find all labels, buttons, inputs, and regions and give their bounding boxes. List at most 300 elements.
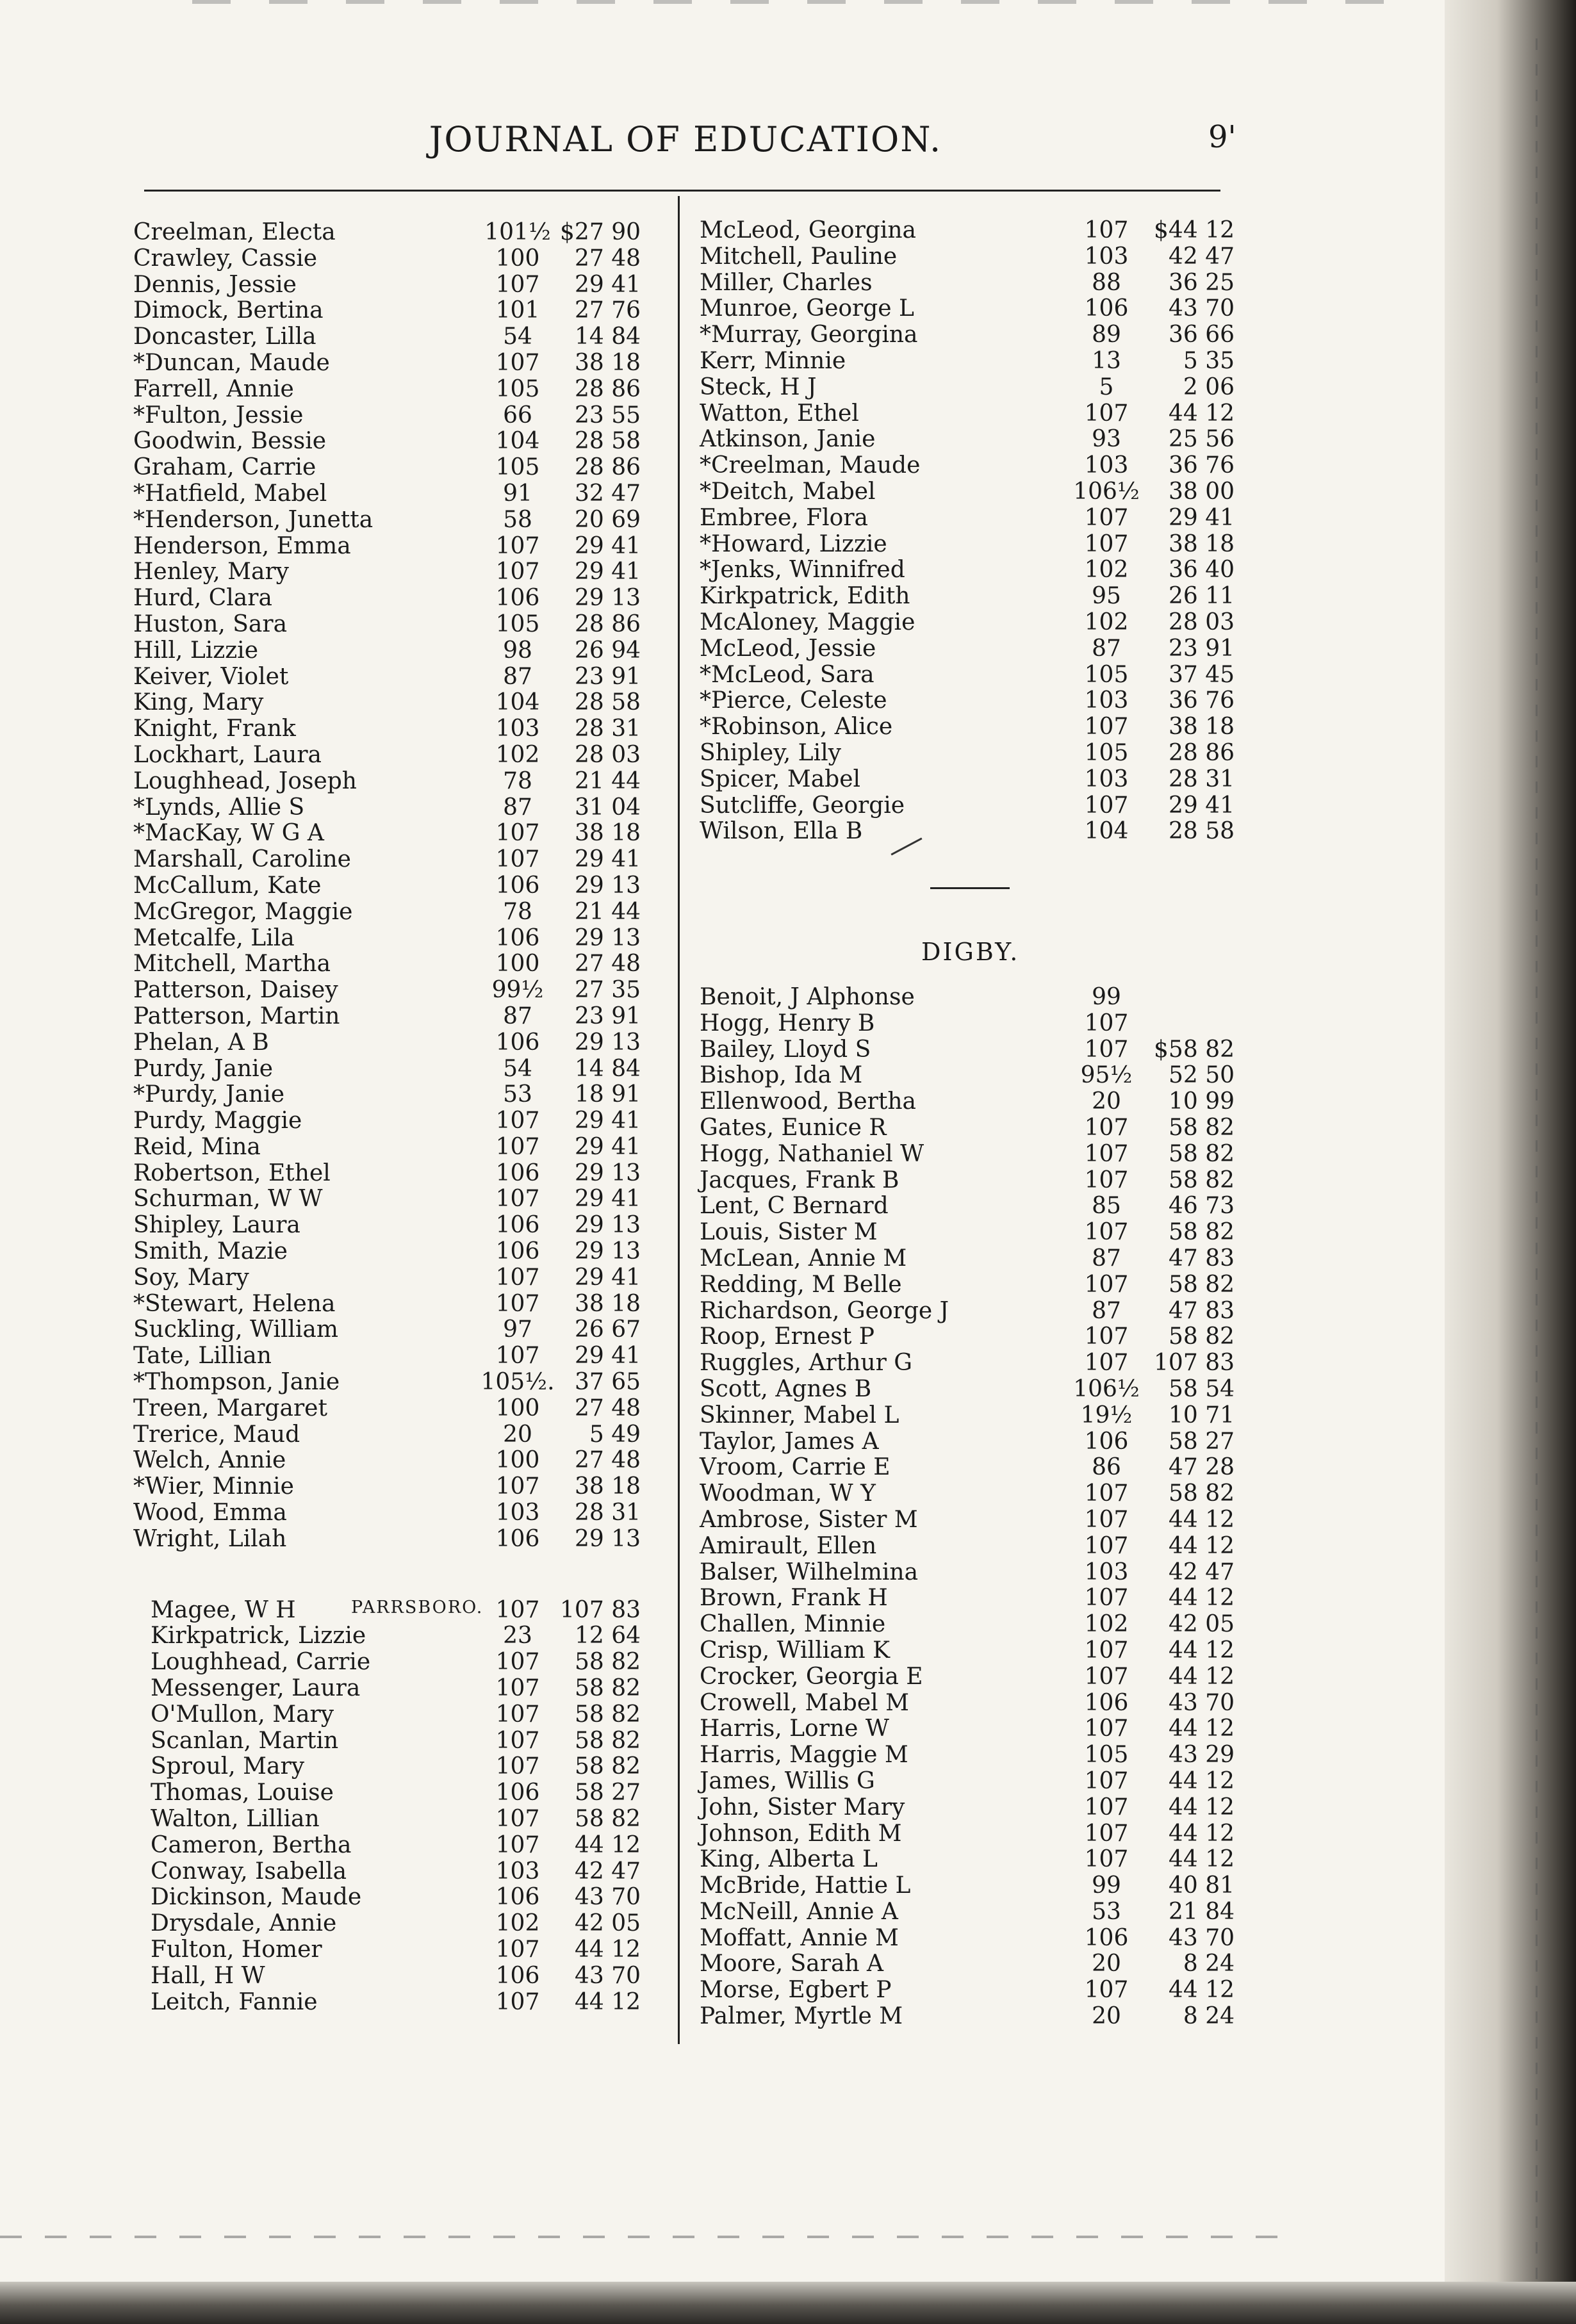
row-name: Walton, Lillian [151,1806,320,1833]
row-attendance: 107 [495,1473,540,1500]
table-row [131,873,669,899]
row-name: Richardson, George J [700,1297,949,1324]
table-row [131,455,669,481]
row-amount: 58 82 [1168,1114,1235,1141]
row-name: Crisp, William K [700,1637,891,1664]
table-row [700,1690,1251,1717]
row-name: McLean, Annie M [700,1245,907,1272]
page-edge-shadow [1445,0,1576,2324]
row-name: Moore, Sarah A [700,1951,884,1977]
table-row [700,1193,1251,1220]
table-row [131,1004,669,1030]
row-name: Scott, Agnes B [700,1375,872,1402]
row-amount: 47 28 [1168,1454,1235,1481]
row-amount: 37 65 [574,1369,641,1396]
row-name: *Hatfield, Mabel [133,480,327,507]
table-row [131,534,669,560]
row-amount: 58 27 [1168,1428,1235,1455]
row-attendance: 105 [1084,739,1129,766]
row-name: Shipley, Lily [700,739,841,766]
table-row [700,1142,1251,1168]
row-attendance: 54 [503,1055,532,1082]
row-attendance: 103 [495,716,540,742]
row-amount: 58 82 [1168,1219,1235,1246]
row-name: Sutcliffe, Georgie [700,792,905,819]
header-rule [144,190,1220,192]
row-amount: 14 84 [574,323,641,350]
table-row [700,1742,1251,1769]
row-attendance: 107 [1084,217,1129,243]
row-amount: 47 83 [1168,1297,1235,1324]
table-row [131,1728,669,1755]
table-row [700,244,1251,270]
row-attendance: 106 [1084,1428,1129,1455]
row-amount: 29 41 [574,271,641,298]
row-attendance: 104 [495,428,540,455]
table-row [131,795,669,821]
row-amount: 44 12 [574,1831,641,1858]
row-name: Crawley, Cassie [133,245,318,272]
table-row [700,584,1251,610]
table-row [700,1377,1251,1403]
table-row [131,847,669,873]
row-amount: 43 70 [1168,1689,1235,1716]
row-name: Skinner, Mabel L [700,1402,899,1428]
row-attendance: 106½ [1073,478,1140,505]
table-row [700,322,1251,348]
row-name: Ambrose, Sister M [700,1506,918,1533]
row-amount: 44 12 [1168,1977,1235,2004]
row-name: Wood, Emma [133,1500,287,1526]
row-attendance: 107 [1084,1219,1129,1246]
row-attendance: 95½ [1080,1062,1133,1089]
table-row [700,1560,1251,1586]
row-attendance: 107 [495,559,540,585]
row-name: Henderson, Emma [133,532,351,559]
row-name: Morse, Egbert P [700,1977,892,2004]
table-row [700,1272,1251,1298]
row-attendance: 107 [1084,1480,1129,1507]
parrsboro-list [131,1598,669,2016]
row-amount: 2 06 [1183,373,1235,400]
row-amount: 21 44 [574,898,641,925]
row-attendance: 107 [495,532,540,559]
row-attendance: 107 [1084,1271,1129,1298]
row-amount: 44 12 [1168,1637,1235,1664]
row-attendance: 106 [495,924,540,951]
row-name: Embree, Flora [700,504,869,531]
row-name: Spicer, Mabel [700,765,861,792]
row-attendance: 107 [1084,1532,1129,1559]
row-name: *Henderson, Junetta [133,506,373,533]
row-attendance: 98 [503,637,532,664]
table-row [700,1585,1251,1612]
table-row [131,481,669,507]
row-attendance: 101½ [484,219,551,245]
row-amount: 27 48 [574,1395,641,1421]
row-amount: 36 76 [1168,452,1235,479]
row-name: Smith, Mazie [133,1238,288,1265]
row-amount: 42 47 [1168,1559,1235,1585]
row-attendance: 99 [1092,984,1121,1010]
row-amount: 44 12 [1168,1846,1235,1873]
row-amount: 43 70 [1168,1924,1235,1951]
row-attendance: 103 [1084,687,1129,714]
table-row [700,1089,1251,1115]
row-name: Hurd, Clara [133,585,272,612]
row-amount: 44 12 [1168,1820,1235,1847]
row-amount: 44 12 [574,1936,641,1963]
row-attendance: 106 [495,872,540,899]
row-name: Dennis, Jessie [133,271,297,298]
row-attendance: 89 [1092,322,1121,348]
table-row [131,926,669,952]
row-name: Hogg, Henry B [700,1010,875,1036]
row-name: Gates, Eunice R [700,1114,887,1141]
row-attendance: 23 [503,1623,532,1649]
left-column-list [131,220,669,1553]
row-name: Purdy, Maggie [133,1108,302,1134]
row-amount: 28 58 [574,689,641,716]
row-name: Atkinson, Janie [700,426,876,453]
digby-list [700,985,1251,2030]
row-amount: 10 71 [1168,1402,1235,1428]
row-name: Dimock, Bertina [133,297,324,324]
table-row [131,585,669,612]
row-attendance: 78 [503,898,532,925]
row-name: Messenger, Laura [151,1675,361,1702]
row-amount: 5 35 [1183,347,1235,374]
row-amount: 29 41 [574,1186,641,1213]
row-name: *Robinson, Alice [700,714,893,741]
row-amount: 38 18 [1168,714,1235,741]
row-amount: 46 73 [1168,1193,1235,1220]
row-name: Schurman, W W [133,1186,323,1213]
row-attendance: 100 [495,245,540,272]
row-attendance: 107 [495,1596,540,1623]
row-name: Kerr, Minnie [700,347,846,374]
row-attendance: 105½. [480,1369,555,1396]
row-amount: 29 13 [574,1159,641,1186]
table-row [700,1455,1251,1481]
row-attendance: 85 [1092,1193,1121,1220]
row-name: Loughhead, Joseph [133,767,357,794]
row-name: McGregor, Maggie [133,898,353,925]
row-amount: 44 12 [1168,1506,1235,1533]
row-attendance: 103 [495,1858,540,1885]
row-attendance: 99 [1092,1872,1121,1899]
row-name: O'Mullon, Mary [151,1701,334,1728]
row-amount: 42 47 [1168,243,1235,270]
row-name: *Murray, Georgina [700,322,918,348]
row-name: Thomas, Louise [151,1780,334,1806]
row-name: Crocker, Georgia E [700,1663,923,1690]
section-rule [930,887,1010,889]
table-row [131,1885,669,1911]
row-amount: 44 12 [1168,1532,1235,1559]
row-amount: 23 91 [574,1002,641,1029]
row-attendance: 107 [1084,1715,1129,1742]
row-attendance: 107 [495,1264,540,1291]
row-name: *Howard, Lizzie [700,530,887,557]
row-attendance: 20 [1092,1088,1121,1115]
row-attendance: 107 [495,349,540,376]
row-name: Leitch, Fannie [151,1988,318,2015]
left-column [131,220,669,2015]
row-name: *Duncan, Maude [133,349,330,376]
table-row [131,1134,669,1161]
row-amount: 107 83 [1154,1350,1235,1377]
table-row [700,427,1251,453]
row-attendance: 103 [1084,452,1129,479]
table-row [700,1769,1251,1795]
table-row [700,375,1251,401]
row-amount: 8 24 [1183,1951,1235,1977]
row-attendance: 95 [1092,583,1121,610]
row-amount: 26 67 [574,1316,641,1343]
row-amount: 58 82 [574,1806,641,1833]
row-attendance: 102 [495,741,540,768]
row-name: Huston, Sara [133,610,288,637]
table-row [700,1350,1251,1377]
table-row [131,377,669,403]
row-attendance: 107 [1084,714,1129,741]
row-attendance: 107 [1084,504,1129,531]
table-row [700,479,1251,505]
row-attendance: 107 [495,1831,540,1858]
row-name: Steck, H J [700,373,817,400]
row-amount: $44 12 [1154,217,1235,243]
row-name: Ellenwood, Bertha [700,1088,916,1115]
row-amount: 27 48 [574,1447,641,1474]
row-attendance: 100 [495,951,540,978]
row-attendance: 20 [1092,1951,1121,1977]
section-heading-digby: DIGBY. [921,938,1020,966]
table-row [131,716,669,742]
row-attendance: 106 [1084,1689,1129,1716]
table-row [700,1664,1251,1690]
table-row [700,1534,1251,1560]
table-row [131,220,669,246]
row-attendance: 91 [503,480,532,507]
table-row [700,688,1251,714]
row-name: Tate, Lillian [133,1343,272,1370]
row-name: Henley, Mary [133,559,290,585]
row-attendance: 107 [1084,400,1129,427]
table-row [700,218,1251,244]
row-name: Balser, Wilhelmina [700,1559,919,1585]
table-row [700,401,1251,427]
row-attendance: 105 [495,375,540,402]
row-name: Ruggles, Arthur G [700,1350,913,1377]
table-row [131,272,669,299]
row-name: *Deitch, Mabel [700,478,876,505]
row-amount: 43 70 [574,1962,641,1989]
row-amount: 36 25 [1168,269,1235,296]
row-amount: 58 82 [574,1753,641,1780]
row-amount: 47 83 [1168,1245,1235,1272]
row-name: Purdy, Janie [133,1055,274,1082]
row-name: Benoit, J Alphonse [700,984,915,1010]
row-amount: 29 41 [574,1264,641,1291]
row-amount: 29 41 [1168,504,1235,531]
row-attendance: 107 [1084,530,1129,557]
table-row [700,1429,1251,1455]
row-attendance: 101 [495,297,540,324]
row-amount: 8 24 [1183,2003,1235,2030]
row-amount: 58 82 [1168,1166,1235,1193]
row-attendance: 87 [1092,1297,1121,1324]
row-attendance: 107 [495,1701,540,1728]
row-attendance: 102 [1084,1611,1129,1638]
row-name: *Thompson, Janie [133,1369,340,1396]
table-row [131,324,669,350]
row-name: Fulton, Homer [151,1936,322,1963]
row-amount: 58 82 [574,1675,641,1702]
table-row [700,714,1251,741]
row-amount: 44 12 [1168,400,1235,427]
row-attendance: 58 [503,506,532,533]
table-row [131,1056,669,1083]
row-amount: 44 12 [1168,1715,1235,1742]
row-name: King, Mary [133,689,264,716]
table-row [700,532,1251,558]
row-attendance: 107 [1084,1140,1129,1167]
row-name: Watton, Ethel [700,400,859,427]
row-name: Hogg, Nathaniel W [700,1140,924,1167]
row-amount: 23 91 [574,663,641,690]
row-name: Bailey, Lloyd S [700,1036,871,1063]
row-amount: 58 82 [574,1649,641,1676]
row-amount: 14 84 [574,1055,641,1082]
row-name: Sproul, Mary [151,1753,305,1780]
table-row [700,1246,1251,1272]
row-amount: $58 82 [1154,1036,1235,1063]
row-attendance: 106 [495,585,540,612]
row-attendance: 20 [1092,2003,1121,2030]
row-amount: 29 41 [574,559,641,585]
table-row [700,1298,1251,1325]
table-row [131,1754,669,1780]
row-amount: 58 82 [1168,1271,1235,1298]
row-amount: 28 03 [1168,609,1235,635]
row-name: *Stewart, Helena [133,1290,336,1317]
row-name: Crowell, Mabel M [700,1689,909,1716]
table-row [131,1186,669,1213]
row-attendance: 106 [495,1029,540,1056]
table-row [131,1623,669,1649]
table-row [700,767,1251,793]
table-row [700,1612,1251,1638]
table-row [131,1833,669,1859]
page-title: JOURNAL OF EDUCATION. [429,119,942,160]
row-amount: 21 44 [574,767,641,794]
row-amount: 25 56 [1168,426,1235,453]
row-amount: 5 49 [589,1421,641,1448]
row-name: *MacKay, W G A [133,820,324,847]
row-attendance: 13 [1092,347,1121,374]
row-name: Lent, C Bernard [700,1193,889,1220]
row-name: Woodman, W Y [700,1480,876,1507]
row-name: *Wier, Minnie [133,1473,294,1500]
row-attendance: 107 [1084,1166,1129,1193]
row-attendance: 87 [1092,1245,1121,1272]
row-amount: 28 86 [574,610,641,637]
table-row [700,793,1251,819]
row-attendance: 106 [495,1238,540,1265]
table-row [131,1937,669,1963]
row-amount: 29 41 [574,846,641,873]
row-name: Redding, M Belle [700,1271,902,1298]
row-attendance: 107 [1084,1637,1129,1664]
row-attendance: 107 [1084,1820,1129,1847]
row-attendance: 104 [495,689,540,716]
bottom-edge-shadow [0,2282,1576,2324]
row-attendance: 87 [503,663,532,690]
table-row [700,1951,1251,1977]
row-name: Patterson, Daisey [133,977,338,1004]
row-name: Challen, Minnie [700,1611,886,1638]
row-attendance: 88 [1092,269,1121,296]
row-amount: 44 12 [574,1988,641,2015]
row-attendance: 107 [1084,1977,1129,2004]
row-amount: 36 40 [1168,557,1235,584]
row-amount: 52 50 [1168,1062,1235,1089]
row-name: James, Willis G [700,1767,875,1794]
row-attendance: 107 [1084,1036,1129,1063]
table-row [131,1911,669,1937]
row-amount: 29 41 [574,1108,641,1134]
row-amount: 44 12 [1168,1585,1235,1612]
table-row [700,1037,1251,1063]
row-name: McLeod, Jessie [700,635,876,662]
row-attendance: 19½ [1080,1402,1133,1428]
row-amount: 32 47 [574,480,641,507]
row-attendance: 103 [495,1500,540,1526]
row-name: *Jenks, Winnifred [700,557,905,584]
row-name: Doncaster, Lilla [133,323,316,350]
row-attendance: 105 [1084,1742,1129,1769]
row-name: Louis, Sister M [700,1219,878,1246]
bottom-edge-marks [0,2236,1281,2238]
table-row [700,1847,1251,1873]
row-name: Shipley, Laura [133,1212,300,1239]
row-attendance: 102 [1084,609,1129,635]
row-name: Metcalfe, Lila [133,924,295,951]
row-name: *Purdy, Janie [133,1081,285,1108]
row-attendance: 107 [1084,1585,1129,1612]
row-amount: $27 90 [560,219,641,245]
row-attendance: 107 [1084,1114,1129,1141]
row-name: Dickinson, Maude [151,1884,362,1911]
row-name: Kirkpatrick, Edith [700,583,910,610]
row-attendance: 102 [1084,557,1129,584]
row-amount: 29 13 [574,924,641,951]
column-divider [678,196,680,2044]
row-amount: 43 70 [1168,295,1235,322]
row-attendance: 107 [495,1108,540,1134]
row-attendance: 105 [1084,661,1129,688]
row-name: John, Sister Mary [700,1794,905,1821]
table-row [700,557,1251,584]
row-name: Mitchell, Pauline [700,243,898,270]
table-row [131,1082,669,1108]
row-amount: 28 86 [1168,739,1235,766]
row-name: Harris, Maggie M [700,1742,908,1769]
row-attendance: 107 [495,1133,540,1160]
row-amount: 29 13 [574,1238,641,1265]
row-attendance: 107 [1084,1506,1129,1533]
